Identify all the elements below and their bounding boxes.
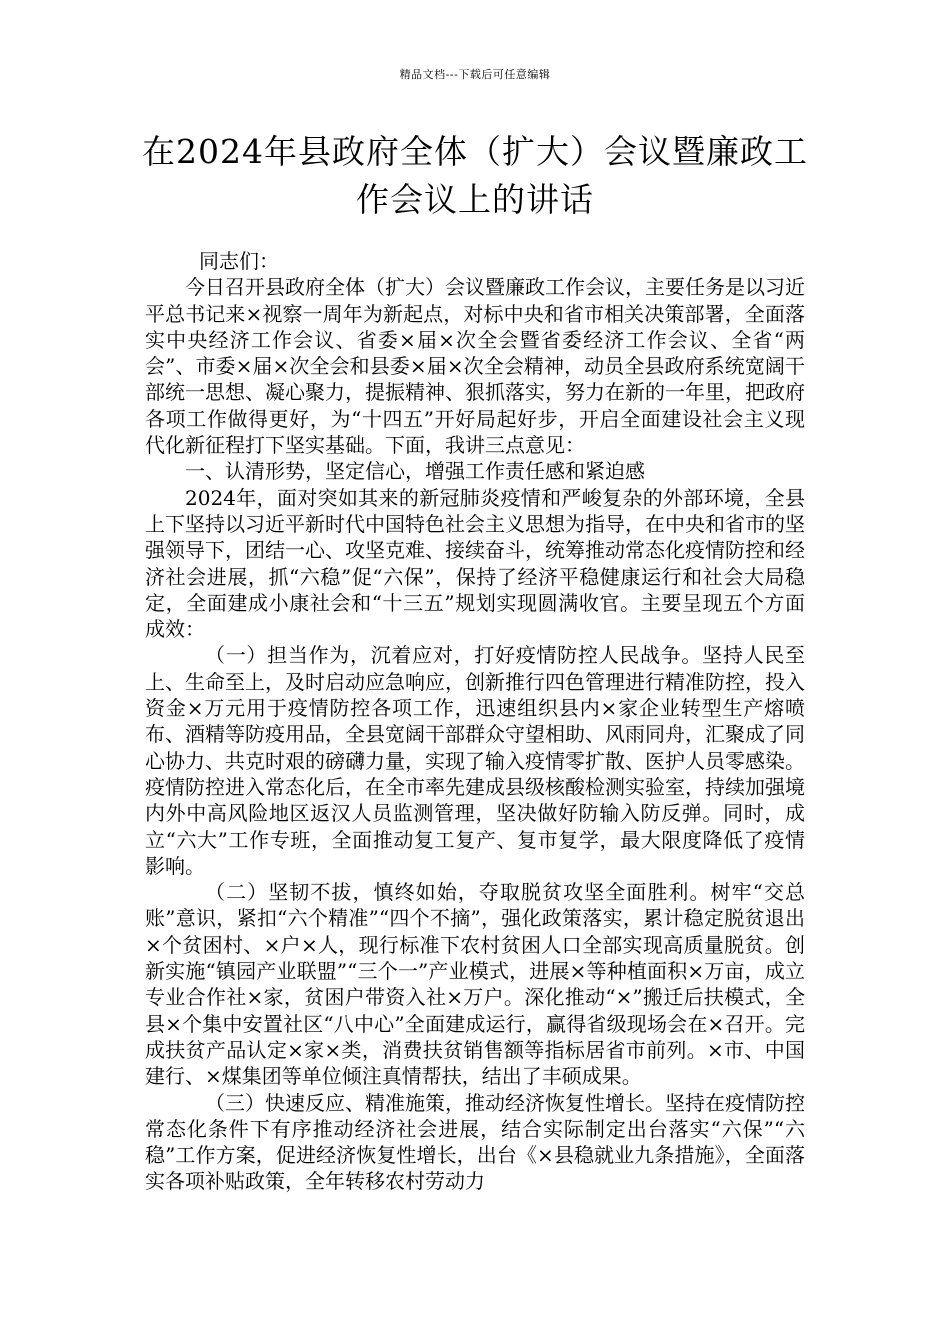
paragraph-item-2: （二）坚韧不拔，慎终如始，夺取脱贫攻坚全面胜利。树牢“交总账”意识，紧扣“六个精准”“四个不摘”，强化政策落实，累计稳定脱贫退出×个贫困村、×户×人，现行标准下农村贫困人口全部实现高质量脱贫。创新实施“镇园产业联盟”“三个一”产业模式，进展×等种植面积×万亩，成立专业合作社×家，贫困户带资入社×万户。深化推动“×”搬迁后扶模式，全县×个集中安置社区“八中心”全面建成运行，赢得省级现场会在×召开。完成扶贫产品认定×家×类，消费扶贫销售额等指标居省市前列。×市、中国建行、×煤集团等单位倾注真情帮扶，结出了丰硕成果。: [145, 880, 805, 1089]
paragraph-item-1: （一）担当作为，沉着应对，打好疫情防控人民战争。坚持人民至上、生命至上，及时启动应急响应，创新推行四色管理进行精准防控，投入资金×万元用于疫情防控各项工作，迅速组织县内×家企业转型生产熔喷布、酒精等防疫用品，全县宽阔干部群众守望相助、风雨同舟，汇聚成了同心协力、共克时艰的磅礴力量，实现了输入疫情零扩散、医护人员零感染。疫情防控进入常态化后，在全市率先建成县级核酸检测实验室，持续加强境内外中高风险地区返汉人员监测管理，坚决做好防输入防反弹。同时，成立“六大”工作专班，全面推动复工复产、复市复学，最大限度降低了疫情影响。: [145, 643, 805, 878]
section-heading-1: 一、认清形势，坚定信心，增强工作责任感和紧迫感: [185, 459, 645, 484]
document-title: 在2024年县政府全体（扩大）会议暨廉政工作会议上的讲话: [142, 132, 808, 219]
salutation: 同志们：: [199, 249, 279, 273]
paragraph-overview: 2024年，面对突如其来的新冠肺炎疫情和严峻复杂的外部环境，全县上下坚持以习近平新时代中国特色社会主义思想为指导，在中央和省市的坚强领导下，团结一心、攻坚克难、接续奋斗，统筹推动常态化疫情防控和经济社会进展，抓“六稳”促“六保”，保持了经济平稳健康运行和社会大局稳定，全面建成小康社会和“十三五”规划实现圆满收官。主要呈现五个方面成效：: [145, 485, 805, 642]
paragraph-item-3: （三）快速反应、精准施策，推动经济恢复性增长。坚持在疫情防控常态化条件下有序推动经济社会进展，结合实际制定出台落实“六保”“六稳”工作方案，促进经济恢复性增长，出台《×县稳就业九条措施》，全面落实各项补贴政策，全年转移农村劳动力: [145, 1090, 805, 1194]
paragraph-intro: 今日召开县政府全体（扩大）会议暨廉政工作会议，主要任务是以习近平总书记来×视察一周年为新起点，对标中央和省市相关决策部署，全面落实中央经济工作会议、省委×届×次全会暨省委经济工作会议、全省“两会”、市委×届×次全会和县委×届×次全会精神，动员全县政府系统宽阔干部统一思想、凝心聚力，提振精神、狠抓落实，努力在新的一年里，把政府各项工作做得更好，为“十四五”开好局起好步，开启全面建设社会主义现代化新征程打下坚实基础。下面，我讲三点意见：: [145, 275, 805, 458]
document-body: [145, 248, 805, 1195]
header-note: 精品文档---下载后可任意编辑: [399, 68, 551, 81]
